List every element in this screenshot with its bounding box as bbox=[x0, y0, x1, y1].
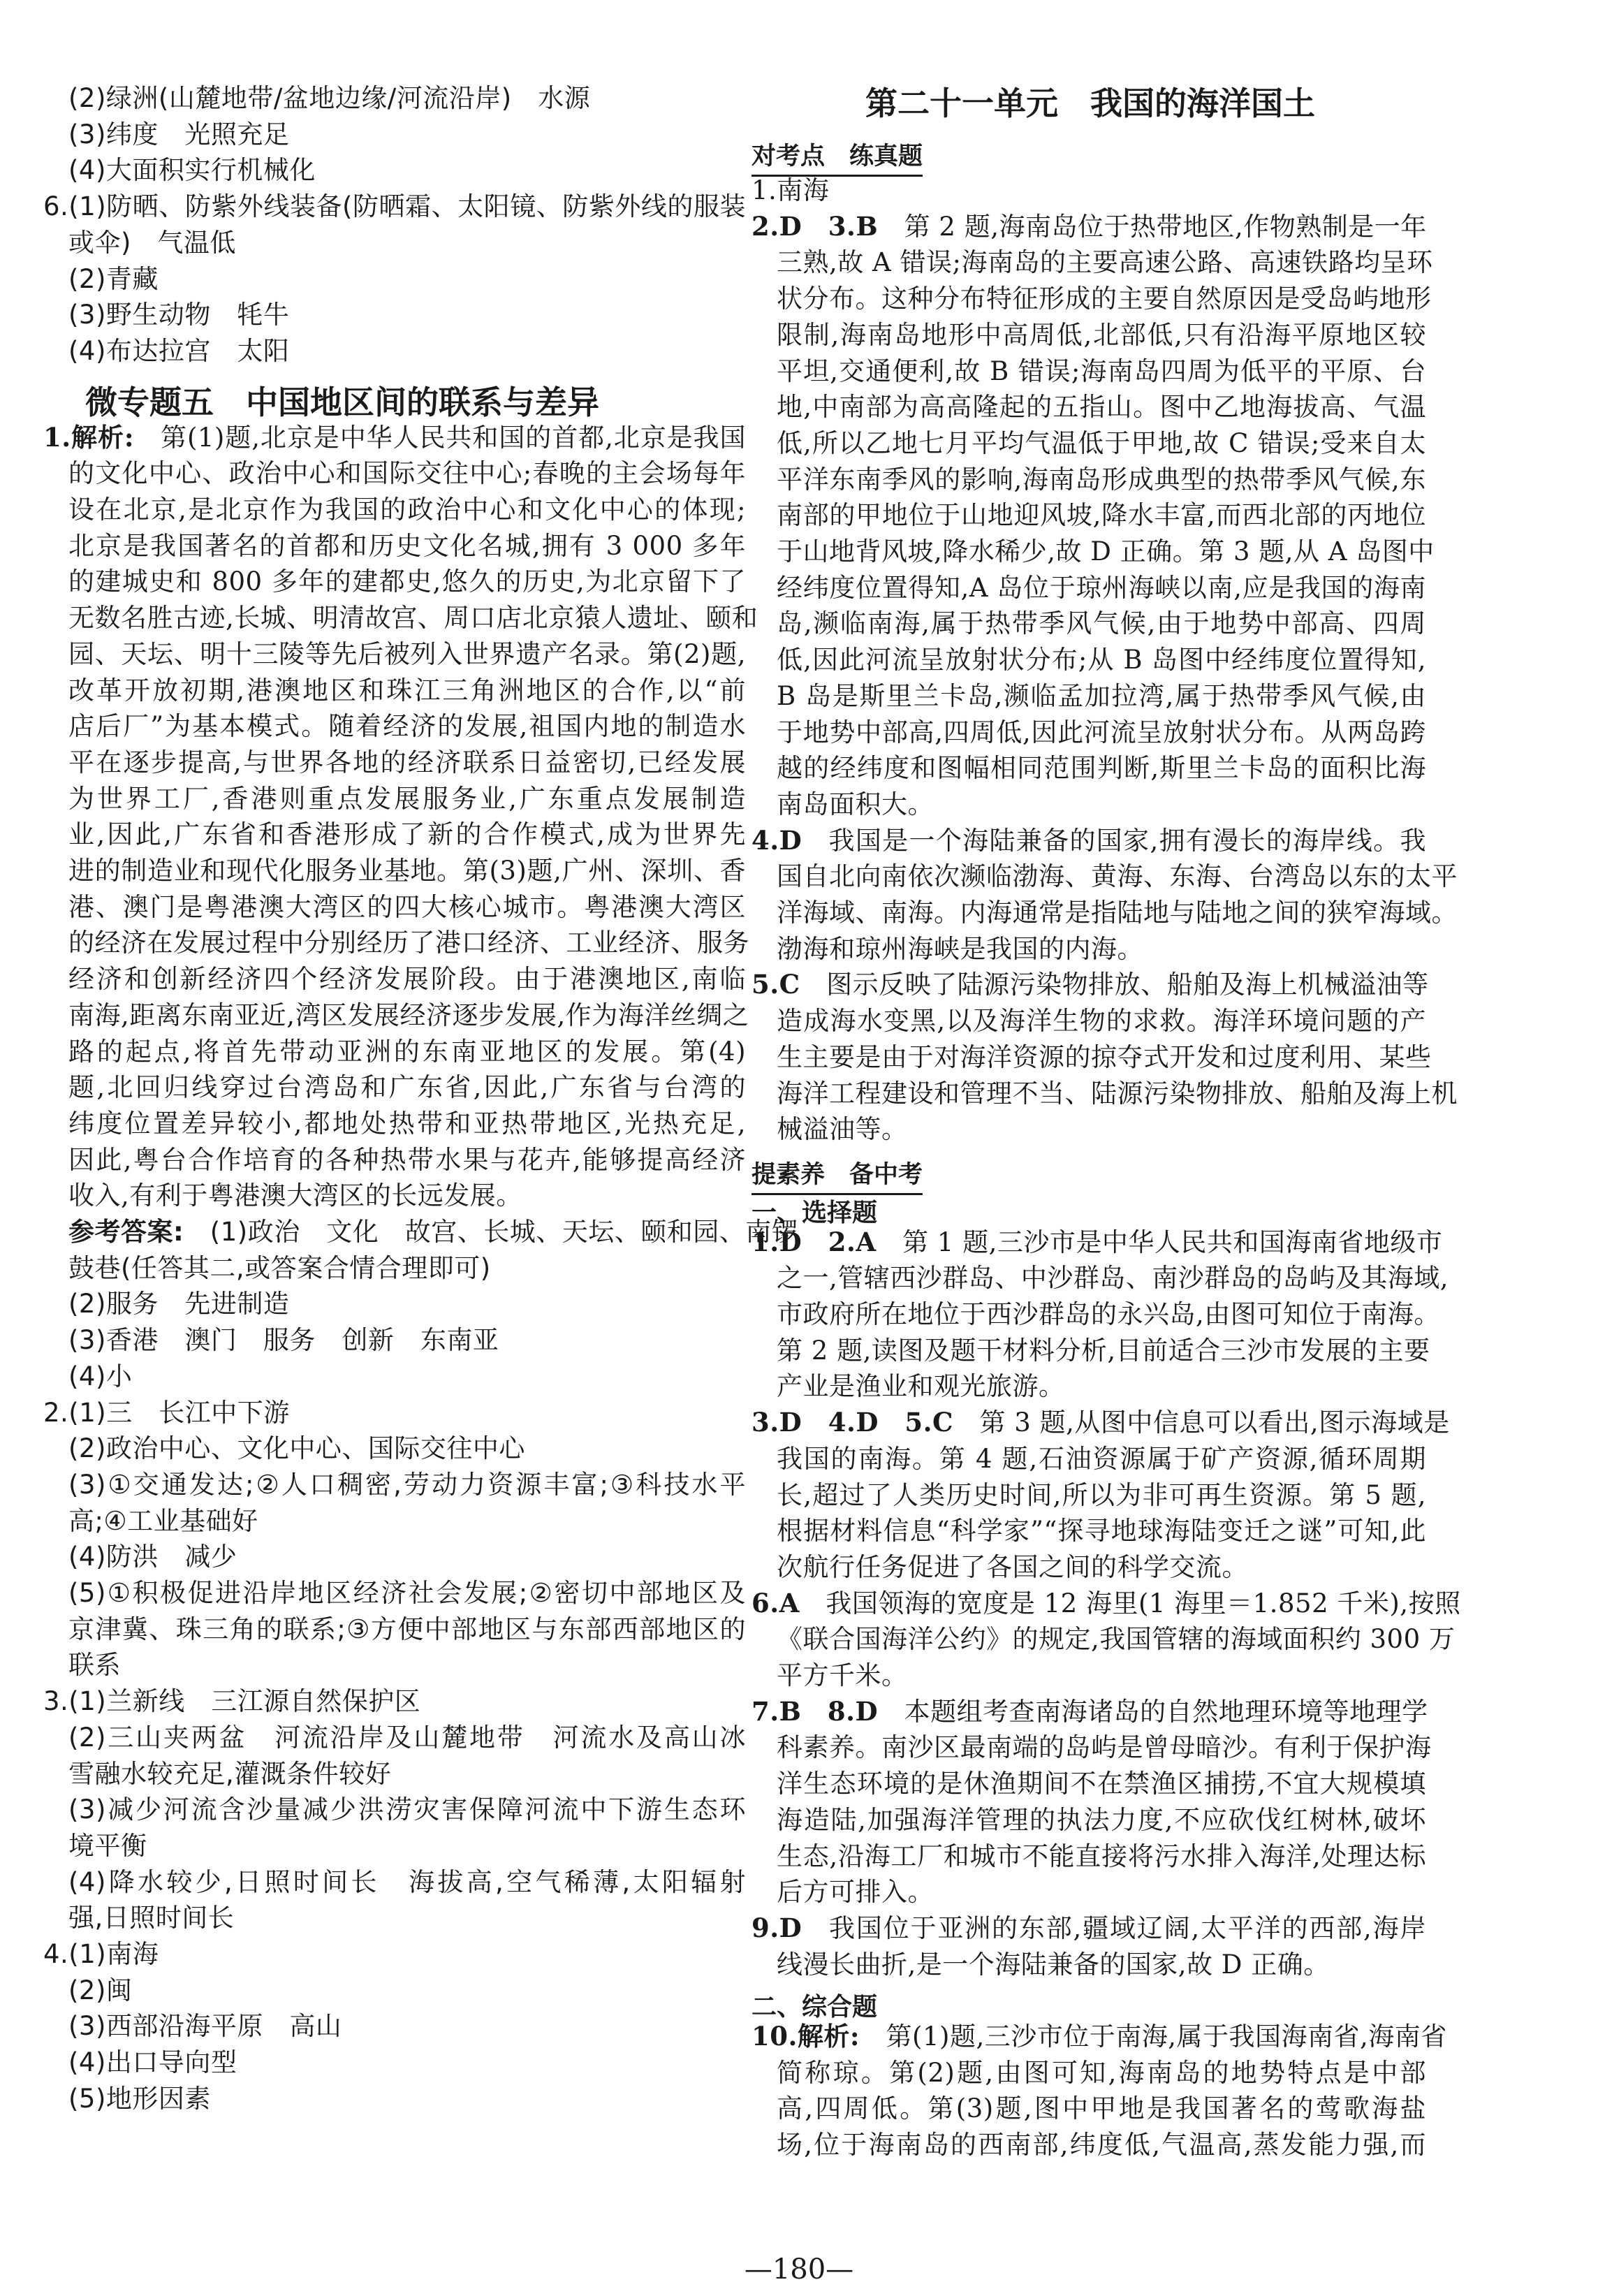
p9-label: 9.D bbox=[752, 1912, 802, 1943]
analysis-line: 生主要是由于对海洋资源的掠夺式开发和过度利用、某些 bbox=[777, 1041, 1432, 1072]
analysis-line: 业,因此,广东省和香港形成了新的合作模式,成为世界先 bbox=[68, 819, 746, 850]
analysis-line: 南海,距离东南亚近,湾区发展经济逐步发展,作为海洋丝绸之 bbox=[68, 1000, 749, 1030]
section-subtitle: 提素养 备中考 bbox=[752, 1155, 923, 1195]
p9 bbox=[752, 1912, 1426, 1943]
answer-line: (3)纬度 光照充足 bbox=[68, 119, 290, 149]
analysis-line: 平方千米。 bbox=[777, 1660, 908, 1690]
answer-line: (3)减少河流含沙量减少洪涝灾害保障河流中下游生态环 bbox=[68, 1794, 746, 1825]
analysis-line: 生态,沿海工厂和城市不能直接将污水排入海洋,处理达标 bbox=[777, 1841, 1426, 1871]
answer-line: 1.南海 bbox=[752, 175, 830, 205]
answer-line: (4)布达拉宫 太阳 bbox=[68, 335, 290, 366]
analysis-line: 为世界工厂,香港则重点发展服务业,广东重点发展制造 bbox=[68, 783, 746, 814]
p6-text: 我国领海的宽度是 12 海里(1 海里＝1.852 千米),按照 bbox=[826, 1588, 1461, 1618]
p9-text: 我国位于亚洲的东部,疆域辽阔,太平洋的西部,海岸 bbox=[828, 1913, 1426, 1943]
analysis-line: 经济和创新经济四个经济发展阶段。由于港澳地区,南临 bbox=[68, 964, 746, 995]
p7-8-text: 本题组考查南海诸岛的自然地理环境等地理学 bbox=[904, 1696, 1428, 1727]
analysis-line: 械溢油等。 bbox=[777, 1114, 908, 1145]
analysis-line: 于地势中部高,四周低,因此河流呈放射状分布。从两岛跨 bbox=[777, 717, 1426, 747]
p6-label: 6.A bbox=[752, 1587, 800, 1618]
answer-line: (3)香港 澳门 服务 创新 东南亚 bbox=[68, 1325, 499, 1356]
answer-line: 强,日照时间长 bbox=[68, 1903, 235, 1933]
answer-key-text: (1)政治 文化 故宫、长城、天坛、颐和园、南锣 bbox=[210, 1217, 798, 1247]
analysis-line: 后方可排入。 bbox=[777, 1877, 934, 1908]
topic-title: 微专题五 中国地区间的联系与差异 bbox=[85, 383, 599, 421]
analysis-line: 三熟,故 A 错误;海南岛的主要高速公路、高速铁路均呈环 bbox=[777, 247, 1433, 278]
answer-line: 6.(1)防晒、防紫外线装备(防晒霜、太阳镜、防紫外线的服装 bbox=[43, 191, 746, 222]
p10-text: 第(1)题,三沙市位于南海,属于我国海南省,海南省 bbox=[886, 2021, 1447, 2052]
analysis-line: 平在逐步提高,与世界各地的经济联系日益密切,已经发展 bbox=[68, 747, 746, 777]
answer-line: (2)青藏 bbox=[68, 263, 159, 294]
p3-5-label: 3.D 4.D 5.C bbox=[752, 1407, 953, 1438]
answer-line: (3)西部沿海平原 高山 bbox=[68, 2011, 342, 2042]
answer-line: (4)出口导向型 bbox=[68, 2047, 237, 2078]
answer-line: 境平衡 bbox=[68, 1830, 147, 1861]
analysis-line: 《联合国海洋公约》的规定,我国管辖的海域面积约 300 万 bbox=[777, 1624, 1456, 1655]
q1-analysis-first-text: 第(1)题,北京是中华人民共和国的首都,北京是我国 bbox=[160, 422, 746, 453]
q4 bbox=[752, 824, 1426, 856]
analysis-line: 之一,管辖西沙群岛、中沙群岛、南沙群岛的岛屿及其海域, bbox=[777, 1263, 1449, 1294]
q5-text: 图示反映了陆源污染物排放、船舶及海上机械溢油等 bbox=[826, 970, 1429, 1000]
answer-line: (4)大面积实行机械化 bbox=[68, 155, 316, 186]
answer-line: 2.(1)三 长江中下游 bbox=[43, 1397, 290, 1428]
analysis-line: 路的起点,将首先带动亚洲的东南亚地区的发展。第(4) bbox=[68, 1036, 746, 1067]
analysis-line: 状分布。这种分布特征形成的主要自然原因是受岛屿地形 bbox=[777, 284, 1432, 314]
analysis-line: 高,四周低。第(3)题,图中甲地是我国著名的莺歌海盐 bbox=[777, 2093, 1426, 2124]
analysis-line: 线漫长曲折,是一个海陆兼备的国家,故 D 正确。 bbox=[777, 1949, 1330, 1980]
analysis-line: 北京是我国著名的首都和历史文化名城,拥有 3 000 多年 bbox=[68, 530, 746, 561]
answer-line: (5)①积极促进沿岸地区经济社会发展;②密切中部地区及 bbox=[68, 1578, 746, 1608]
section-heading: 二、综合题 bbox=[752, 1993, 878, 2022]
analysis-line: 港、澳门是粤港澳大湾区的四大核心城市。粤港澳大湾区 bbox=[68, 891, 746, 922]
answer-line: 或伞) 气温低 bbox=[68, 227, 236, 258]
analysis-line: 设在北京,是北京作为我国的政治中心和文化中心的体现; bbox=[68, 495, 746, 525]
analysis-line: 低,所以乙地七月平均气温低于甲地,故 C 错误;受来自太 bbox=[777, 427, 1426, 458]
q2-3-text: 第 2 题,海南岛位于热带地区,作物熟制是一年 bbox=[904, 211, 1427, 242]
analysis-line: 场,位于海南岛的西南部,纬度低,气温高,蒸发能力强,而 bbox=[777, 2130, 1426, 2160]
answer-line: (4)降水较少,日照时间长 海拔高,空气稀薄,太阳辐射 bbox=[68, 1866, 746, 1897]
analysis-line: 岛,濒临南海,属于热带季风气候,由于地势中部高、四周 bbox=[777, 608, 1426, 639]
analysis-line: 产业是渔业和观光旅游。 bbox=[777, 1371, 1065, 1402]
p1-2 bbox=[752, 1226, 1443, 1257]
answer-line: 3.(1)兰新线 三江源自然保护区 bbox=[43, 1686, 421, 1717]
analysis-line: 的经济在发展过程中分别经历了港口经济、工业经济、服务 bbox=[68, 928, 749, 958]
analysis-line: 经纬度位置得知,A 岛位于琼州海峡以南,应是我国的海南 bbox=[777, 572, 1426, 603]
analysis-line: 无数名胜古迹,长城、明清故宫、周口店北京猿人遗址、颐和 bbox=[68, 603, 758, 634]
p10-label: 10.解析: bbox=[752, 2021, 860, 2052]
analysis-line: 低,因此河流呈放射状分布;从 B 岛图中经纬度位置得知, bbox=[777, 645, 1426, 675]
analysis-line: 洋生态环境的是休渔期间不在禁渔区捕捞,不宜大规模填 bbox=[777, 1769, 1426, 1799]
analysis-line: 根据材料信息“科学家”“探寻地球海陆变迁之谜”可知,此 bbox=[777, 1516, 1426, 1546]
analysis-line: 科素养。南沙区最南端的岛屿是曾母暗沙。有利于保护海 bbox=[777, 1732, 1432, 1763]
p7-8-label: 7.B 8.D bbox=[752, 1695, 879, 1727]
answer-line: (4)小 bbox=[68, 1361, 133, 1391]
q1-analysis-first-label: 1.解析: bbox=[43, 421, 135, 453]
answer-key-label: 参考答案: bbox=[68, 1217, 184, 1247]
p1-2-text: 第 1 题,三沙市是中华人民共和国海南省地级市 bbox=[902, 1227, 1443, 1257]
p3-5 bbox=[752, 1407, 1450, 1438]
analysis-line: 纬度位置差异较小,都地处热带和亚热带地区,光热充足, bbox=[68, 1108, 746, 1139]
p10 bbox=[752, 2021, 1447, 2052]
analysis-line: 平洋东南季风的影响,海南岛形成典型的热带季风气候,东 bbox=[777, 464, 1426, 495]
answer-line: (2)政治中心、文化中心、国际交往中心 bbox=[68, 1433, 525, 1464]
analysis-line: 限制,海南岛地形中高周低,北部低,只有沿海平原地区较 bbox=[777, 319, 1426, 350]
unit-title: 第二十一单元 我国的海洋国土 bbox=[865, 85, 1315, 122]
p6 bbox=[752, 1587, 1461, 1618]
analysis-line: 简称琼。第(2)题,由图可知,海南岛的地势特点是中部 bbox=[777, 2057, 1426, 2088]
analysis-line: 次航行任务促进了各国之间的科学交流。 bbox=[777, 1551, 1248, 1582]
answer-line: 高;④工业基础好 bbox=[68, 1505, 258, 1536]
p3-5-text: 第 3 题,从图中信息可以看出,图示海域是 bbox=[979, 1407, 1450, 1438]
section-subtitle: 对考点 练真题 bbox=[752, 137, 923, 177]
analysis-line: 市政府所在地位于西沙群岛的永兴岛,由图可知位于南海。 bbox=[777, 1299, 1440, 1329]
p7-8 bbox=[752, 1695, 1428, 1727]
analysis-line: 于山地背风坡,降水稀少,故 D 正确。第 3 题,从 A 岛图中 bbox=[777, 536, 1435, 566]
analysis-line: 造成海水变黑,以及海洋生物的求救。海洋环境问题的产 bbox=[777, 1006, 1426, 1037]
q2-3 bbox=[752, 210, 1427, 242]
answer-line: 4.(1)南海 bbox=[43, 1939, 159, 1969]
answer-line: (5)地形因素 bbox=[68, 2083, 211, 2114]
answer-line: (2)服务 先进制造 bbox=[68, 1289, 290, 1319]
analysis-line: 的建城史和 800 多年的建都史,悠久的历史,为北京留下了 bbox=[68, 566, 746, 597]
q5 bbox=[752, 969, 1429, 1000]
answer-line: (4)防洪 减少 bbox=[68, 1542, 237, 1572]
answer-line: 京津冀、珠三角的联系;③方便中部地区与东部西部地区的 bbox=[68, 1614, 746, 1644]
answer-key bbox=[68, 1217, 798, 1247]
analysis-line: 南部的甲地位于山地迎风坡,降水丰富,而西北部的丙地位 bbox=[777, 500, 1426, 531]
answer-line: (2)三山夹两盆 河流沿岸及山麓地带 河流水及高山冰 bbox=[68, 1722, 746, 1753]
analysis-line: 因此,粤台合作培育的各种热带水果与花卉,能够提高经济 bbox=[68, 1144, 746, 1175]
analysis-line: 海造陆,加强海洋管理的执法力度,不应砍伐红树林,破坏 bbox=[777, 1804, 1426, 1835]
q2-3-label: 2.D 3.B bbox=[752, 210, 879, 242]
answer-line: 鼓巷(任答其二,或答案合情合理即可) bbox=[68, 1252, 491, 1283]
q5-label: 5.C bbox=[752, 969, 800, 1000]
analysis-line: 长,超过了人类历史时间,所以为非可再生资源。第 5 题, bbox=[777, 1479, 1426, 1510]
q1-analysis-first bbox=[43, 421, 746, 453]
analysis-line: 地,中南部为高高隆起的五指山。图中乙地海拔高、气温 bbox=[777, 392, 1426, 423]
analysis-line: 题,北回归线穿过台湾岛和广东省,因此,广东省与台湾的 bbox=[68, 1072, 746, 1103]
analysis-line: 洋海域、南海。内海通常是指陆地与陆地之间的狭窄海域。 bbox=[777, 898, 1458, 928]
analysis-line: 园、天坛、明十三陵等先后被列入世界遗产名录。第(2)题, bbox=[68, 638, 746, 669]
analysis-line: 越的经纬度和图幅相同范围判断,斯里兰卡岛的面积比海 bbox=[777, 753, 1426, 784]
analysis-line: 店后厂”为基本模式。随着经济的发展,祖国内地的制造水 bbox=[68, 711, 746, 742]
q4-label: 4.D bbox=[752, 824, 802, 856]
section-heading: 一、选择题 bbox=[752, 1198, 878, 1227]
answer-line: (2)闽 bbox=[68, 1975, 133, 2005]
q4-text: 我国是一个海陆兼备的国家,拥有漫长的海岸线。我 bbox=[828, 825, 1426, 856]
analysis-line: 国自北向南依次濒临渤海、黄海、东海、台湾岛以东的太平 bbox=[777, 861, 1458, 892]
analysis-line: 的文化中心、政治中心和国际交往中心;春晚的主会场每年 bbox=[68, 458, 746, 489]
analysis-line: 海洋工程建设和管理不当、陆源污染物排放、船舶及海上机 bbox=[777, 1078, 1458, 1109]
analysis-line: 改革开放初期,港澳地区和珠江三角洲地区的合作,以“前 bbox=[68, 675, 746, 705]
answer-line: 联系 bbox=[68, 1650, 121, 1681]
analysis-line: B 岛是斯里兰卡岛,濒临孟加拉湾,属于热带季风气候,由 bbox=[777, 680, 1426, 711]
analysis-line: 第 2 题,读图及题干材料分析,目前适合三沙市发展的主要 bbox=[777, 1335, 1430, 1366]
answer-line: 雪融水较充足,灌溉条件较好 bbox=[68, 1758, 392, 1789]
p1-2-label: 1.D 2.A bbox=[752, 1226, 877, 1257]
analysis-line: 进的制造业和现代化服务业基地。第(3)题,广州、深圳、香 bbox=[68, 856, 746, 886]
analysis-line: 收入,有利于粤港澳大湾区的长远发展。 bbox=[68, 1180, 522, 1211]
analysis-line: 南岛面积大。 bbox=[777, 789, 934, 819]
answer-line: (3)①交通发达;②人口稠密,劳动力资源丰富;③科技水平 bbox=[68, 1469, 746, 1500]
analysis-line: 渤海和琼州海峡是我国的内海。 bbox=[777, 933, 1143, 964]
analysis-line: 我国的南海。第 4 题,石油资源属于矿产资源,循环周期 bbox=[777, 1443, 1426, 1474]
answer-line: (2)绿洲(山麓地带/盆地边缘/河流沿岸) 水源 bbox=[68, 83, 591, 113]
page-number: —180— bbox=[744, 2253, 854, 2286]
answer-line: (3)野生动物 牦牛 bbox=[68, 300, 290, 330]
analysis-line: 平坦,交通便利,故 B 错误;海南岛四周为低平的平原、台 bbox=[777, 356, 1426, 386]
